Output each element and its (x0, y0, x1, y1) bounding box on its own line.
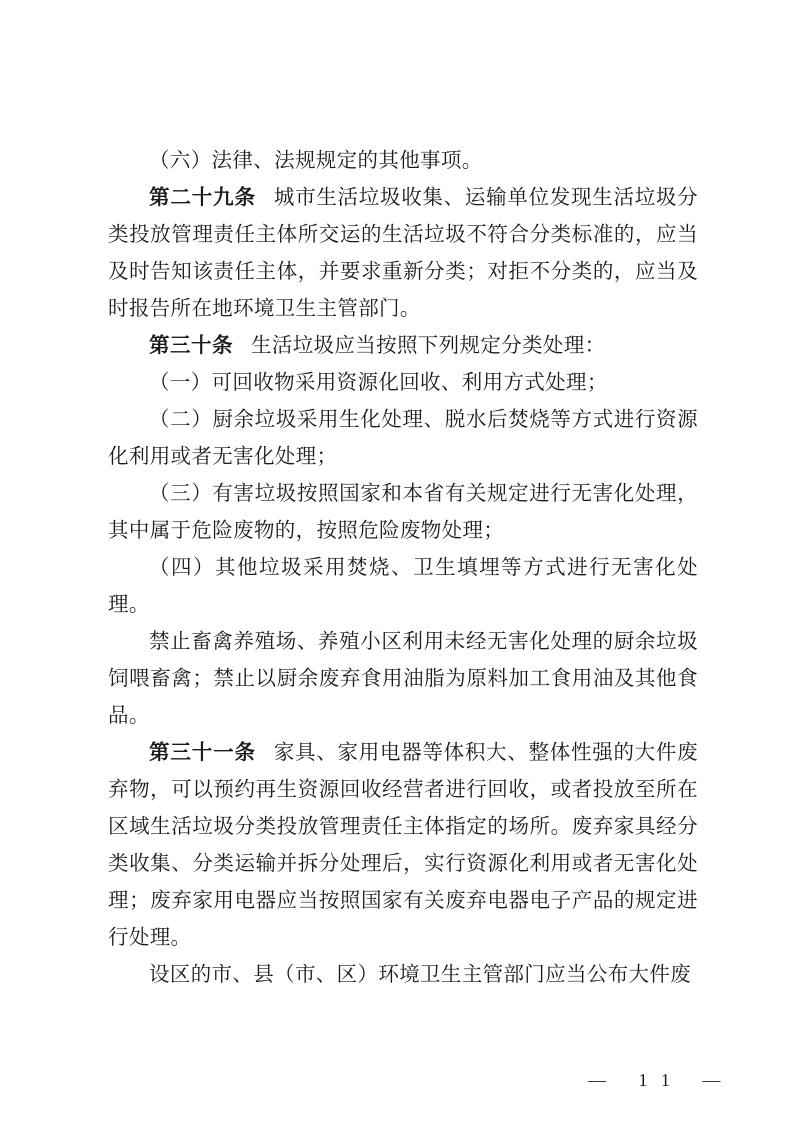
clause-3-paragraph (108, 475, 698, 549)
article-30-paragraph (108, 327, 698, 364)
paragraph-text: 家具、家用电器等体积大、整体性强的大件废弃物，可以预约再生资源回收经营者进行回收，或者投放至所在区域生活垃圾分类投放管理责任主体指定的场所。废弃家具经分类收集、分类运输并拆分处理后，实行资源化利用或者无害化处理；废弃家用电器应当按照国家有关废弃电器电子产品的规定进行处理。 (108, 740, 698, 949)
paragraph-text: （四）其他垃圾采用焚烧、卫生填埋等方式进行无害化处理。 (108, 555, 698, 616)
paragraph-text: （三）有害垃圾按照国家和本省有关规定进行无害化处理，其中属于危险废物的，按照危险废物处理； (108, 481, 698, 542)
article-number: 第三十一条 (149, 740, 256, 764)
paragraph-text: 生活垃圾应当按照下列规定分类处理： (251, 333, 606, 357)
paragraph-text: （六）法律、法规规定的其他事项。 (149, 148, 483, 172)
article-number: 第三十条 (149, 333, 233, 357)
document-body (108, 142, 698, 993)
page-number: — 11 — (588, 1070, 735, 1090)
article-29-paragraph (108, 179, 698, 327)
paragraph-text: 禁止畜禽养殖场、养殖小区利用未经无害化处理的厨余垃圾饲喂畜禽；禁止以厨余废弃食用油脂为原料加工食用油及其他食品。 (108, 629, 698, 727)
clause-2-paragraph (108, 401, 698, 475)
article-number: 第二十九条 (149, 185, 256, 209)
article-31-paragraph (108, 734, 698, 956)
paragraph-text: 城市生活垃圾收集、运输单位发现生活垃圾分类投放管理责任主体所交运的生活垃圾不符合分类标准的，应当及时告知该责任主体，并要求重新分类；对拒不分类的，应当及时报告所在地环境卫生主管部门。 (108, 185, 698, 320)
clause-4-paragraph (108, 549, 698, 623)
clause-1-paragraph (108, 364, 698, 401)
clause-6-paragraph (108, 142, 698, 179)
prohibition-paragraph (108, 623, 698, 734)
paragraph-text: 设区的市、县（市、区）环境卫生主管部门应当公布大件废 (149, 962, 692, 986)
paragraph-text: （二）厨余垃圾采用生化处理、脱水后焚烧等方式进行资源化利用或者无害化处理； (108, 407, 698, 468)
paragraph-text: （一）可回收物采用资源化回收、利用方式处理； (149, 370, 608, 394)
continued-paragraph (108, 956, 698, 993)
